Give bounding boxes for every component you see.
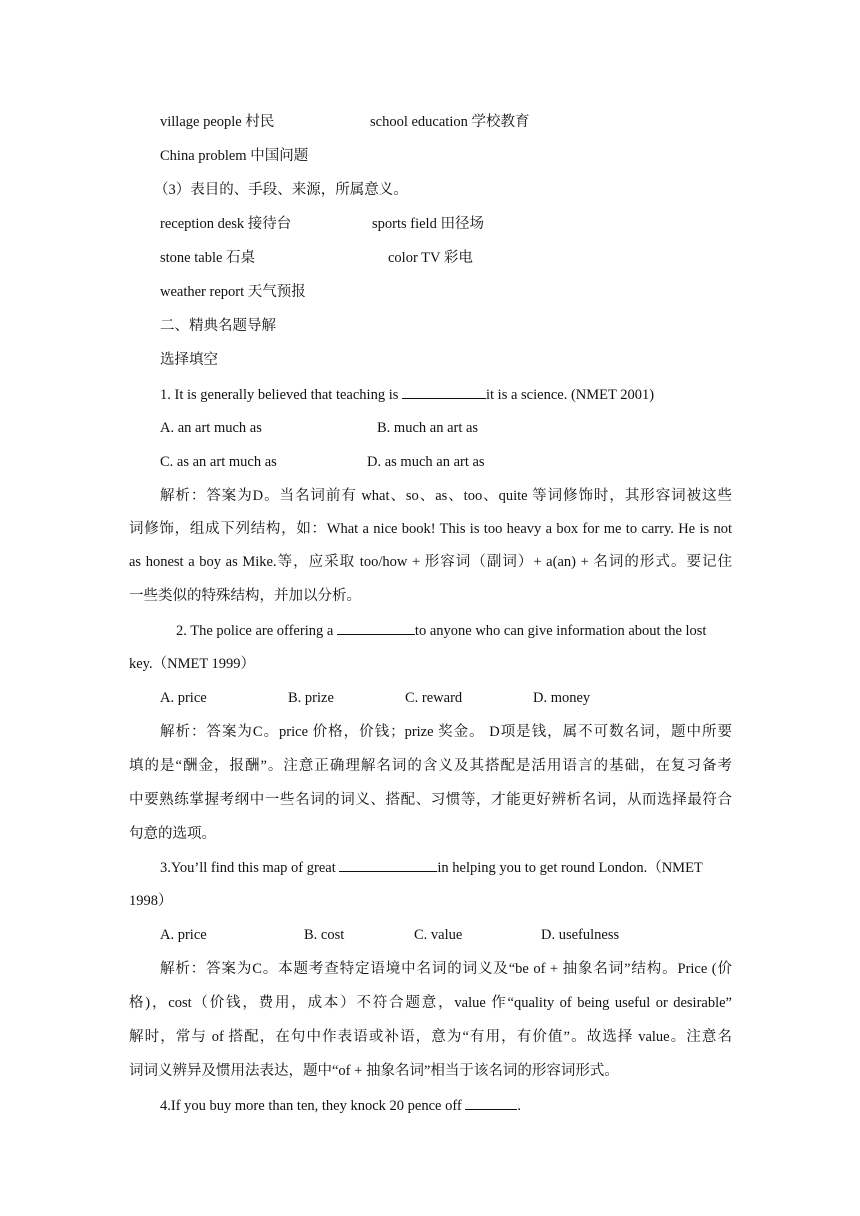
vocab-color-tv: color TV 彩电: [388, 250, 473, 266]
vocab-line-4: [160, 214, 732, 234]
q1-explanation-line-2: 词修饰，组成下列结构，如：What a nice book! This is too heavy a box for me to carry. He is not: [129, 521, 732, 537]
q1-option-a: A. an art much as: [160, 420, 262, 436]
q3-option-d: D. usefulness: [541, 927, 620, 943]
q2-option-a: A. price: [160, 690, 207, 706]
q3-option-b: B. cost: [304, 927, 345, 943]
section-heading-3: （3）表目的、手段、来源，所属意义。: [154, 182, 408, 198]
vocab-village-people: village people 村民: [160, 114, 275, 130]
subheading-fill-in: 选择填空: [160, 352, 218, 368]
vocab-line-1: [160, 112, 732, 132]
q2-option-b: B. prize: [288, 690, 334, 706]
q1-stem: 1. It is generally believed that teaching is it is a science. (NMET 2001): [160, 384, 732, 405]
q1-explanation-line-3: as honest a boy as Mike.等，应采取 too/how + 形容词（副词）+ a(an) + 名词的形式。要记住: [129, 554, 732, 570]
q3-explanation-line-1: 解析：答案为C。本题考查特定语境中名词的词义及“be of + 抽象名词”结构。Price (价: [160, 961, 732, 977]
q1-option-d: D. as much an art as: [367, 454, 485, 470]
vocab-line-6: weather report 天气预报: [160, 284, 306, 300]
section-heading-2: 二、精典名题导解: [160, 318, 276, 334]
q3-explanation-line-3: 解时，常与 of 搭配，在句中作表语或补语，意为“有用，有价值”。故选择 value。注意名: [129, 1029, 732, 1045]
q1-explanation-line-1: 解析：答案为D。当名词前有 what、so、as、too、quite 等词修饰时，其形容词被这些: [160, 488, 732, 504]
q1-blank: [402, 384, 486, 399]
q2-blank: [337, 620, 415, 635]
q3-stem: 3.You’ll find this map of great in helping you to get round London.（NMET: [160, 857, 732, 878]
vocab-line-2: China problem 中国问题: [160, 148, 309, 164]
q2-stem-continued: key.（NMET 1999）: [129, 656, 256, 672]
q1-option-b: B. much an art as: [377, 420, 479, 436]
q3-stem-continued: 1998）: [129, 893, 173, 909]
q4-blank: [465, 1095, 517, 1110]
q3-explanation-line-4: 词词义辨异及惯用法表达，题中“of + 抽象名词”相当于该名词的形容词形式。: [129, 1063, 619, 1079]
q3-explanation-line-2: 格)，cost（价钱，费用，成本）不符合题意，value 作“quality of being useful or desirable”: [129, 995, 732, 1011]
vocab-line-5: [160, 248, 732, 268]
q3-option-a: A. price: [160, 927, 207, 943]
q2-explanation-line-4: 句意的选项。: [129, 826, 216, 842]
vocab-reception-desk: reception desk 接待台: [160, 216, 292, 232]
q2-explanation-line-3: 中要熟练掌握考纲中一些名词的词义、搭配、习惯等，才能更好辨析名词，从而选择最符合: [129, 792, 732, 808]
q2-explanation-line-2: 填的是“酬金，报酬”。注意正确理解名词的含义及其搭配是活用语言的基础，在复习备考: [129, 758, 732, 774]
q4-stem: 4.If you buy more than ten, they knock 20 pence off .: [160, 1095, 732, 1116]
vocab-sports-field: sports field 田径场: [372, 216, 484, 232]
q2-option-d: D. money: [533, 690, 591, 706]
q1-explanation-line-4: 一些类似的特殊结构，并加以分析。: [129, 588, 361, 604]
q3-blank: [339, 857, 437, 872]
q2-explanation-line-1: 解析：答案为C。price 价格，价钱；prize 奖金。 D项是钱，属不可数名词，题中所要: [160, 724, 732, 740]
q2-option-c: C. reward: [405, 690, 463, 706]
vocab-stone-table: stone table 石桌: [160, 250, 256, 266]
q2-stem: 2. The police are offering a to anyone who can give information about the lost: [176, 620, 732, 641]
q1-option-c: C. as an art much as: [160, 454, 277, 470]
vocab-school-education: school education 学校教育: [370, 114, 530, 130]
q3-option-c: C. value: [414, 927, 463, 943]
